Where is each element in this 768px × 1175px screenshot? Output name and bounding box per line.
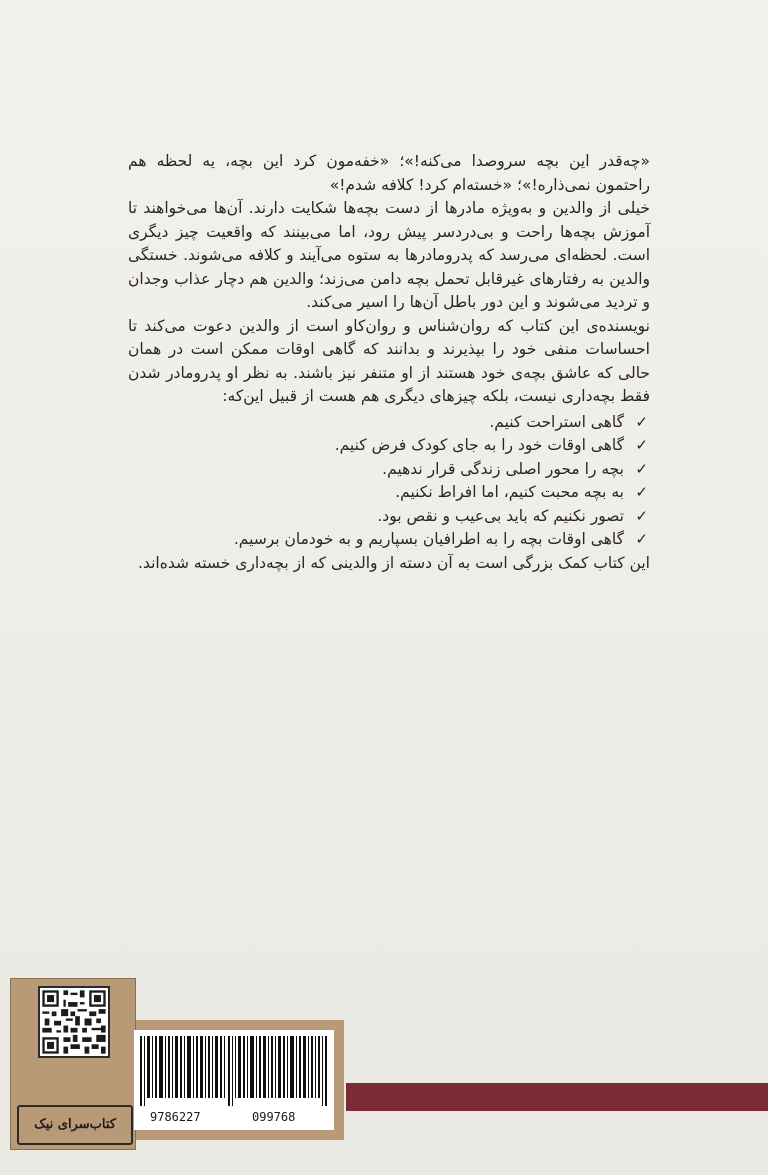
closing-paragraph: این کتاب کمک بزرگی است به آن دسته از والدینی که از بچه‌داری خسته شده‌اند. bbox=[138, 553, 650, 572]
check-icon: ✓ bbox=[635, 412, 648, 431]
checklist bbox=[128, 411, 650, 552]
check-icon: ✓ bbox=[635, 436, 648, 454]
barcode-icon bbox=[140, 1036, 328, 1106]
isbn-left-digits: 9786227 bbox=[150, 1110, 201, 1124]
intro-paragraph: خیلی از والدین و به‌ویژه مادرها از دست بچه‌ها شکایت دارند. آن‌ها می‌خواهند تا آموزش بچه‌ها راحت و بی‌دردسر پیش رود، اما می‌بینند که واقعیت چیز دیگری است. لحظه‌ای می‌رسد که پدرومادرها به ستوه می‌آیند و کلافه می‌شوند. خستگی والدین به رفتارهای غیرقابل تحمل بچه دامن می‌زند؛ والدین هم دچار عذاب وجدان و تردید می‌شوند و این دور باطل آن‌ها را اسیر می‌کند. bbox=[128, 199, 650, 311]
list-item: ✓ گاهی اوقات خود را به جای کودک فرض کنیم. bbox=[128, 434, 624, 458]
check-icon: ✓ bbox=[635, 483, 648, 501]
qr-code-graphic bbox=[40, 988, 108, 1056]
isbn-right-digits: 099768 bbox=[252, 1110, 296, 1124]
check-icon: ✓ bbox=[635, 530, 648, 548]
list-item: ✓ به بچه محبت کنیم، اما افراط نکنیم. bbox=[128, 481, 624, 505]
qr-code-icon bbox=[38, 986, 110, 1058]
publisher-sticker bbox=[10, 978, 136, 1150]
blurb-text bbox=[128, 150, 650, 575]
list-item: ✓ گاهی استراحت کنیم. bbox=[128, 411, 624, 435]
intro-quotes: «چه‌قدر این بچه سروصدا می‌کنه!»؛ «خفه‌مون کرد این بچه، یه لحظه هم راحتمون نمی‌ذاره!»؛ «خسته‌ام کرد! کلافه شدم!» bbox=[128, 152, 650, 194]
check-icon: ✓ bbox=[635, 506, 648, 525]
author-paragraph: نویسنده‌ی این کتاب که روان‌شناس و روان‌کاو است از والدین دعوت می‌کند تا احساسات منفی خود را بپذیرند و بدانند که گاهی اوقات ممکن است در همان حالی که عاشق بچه‌ی خود هستند از او متنفر نیز باشند. به نظر او پدرومادر شدن فقط بچه‌داری نیست، بلکه چیزهای دیگری هم هست از قبیل این‌که: bbox=[128, 316, 650, 405]
list-item: ✓ تصور نکنیم که باید بی‌عیب و نقص بود. bbox=[128, 505, 624, 529]
list-item: ✓ بچه را محور اصلی زندگی قرار ندهیم. bbox=[128, 458, 624, 482]
publisher-logo: کتاب‌سرای نیک bbox=[17, 1105, 133, 1145]
isbn-barcode bbox=[134, 1030, 334, 1130]
list-item: ✓ گاهی اوقات بچه را به اطرافیان بسپاریم و به خودمان برسیم. bbox=[128, 528, 624, 552]
check-icon: ✓ bbox=[635, 459, 648, 478]
footer-color-band bbox=[346, 1083, 768, 1111]
